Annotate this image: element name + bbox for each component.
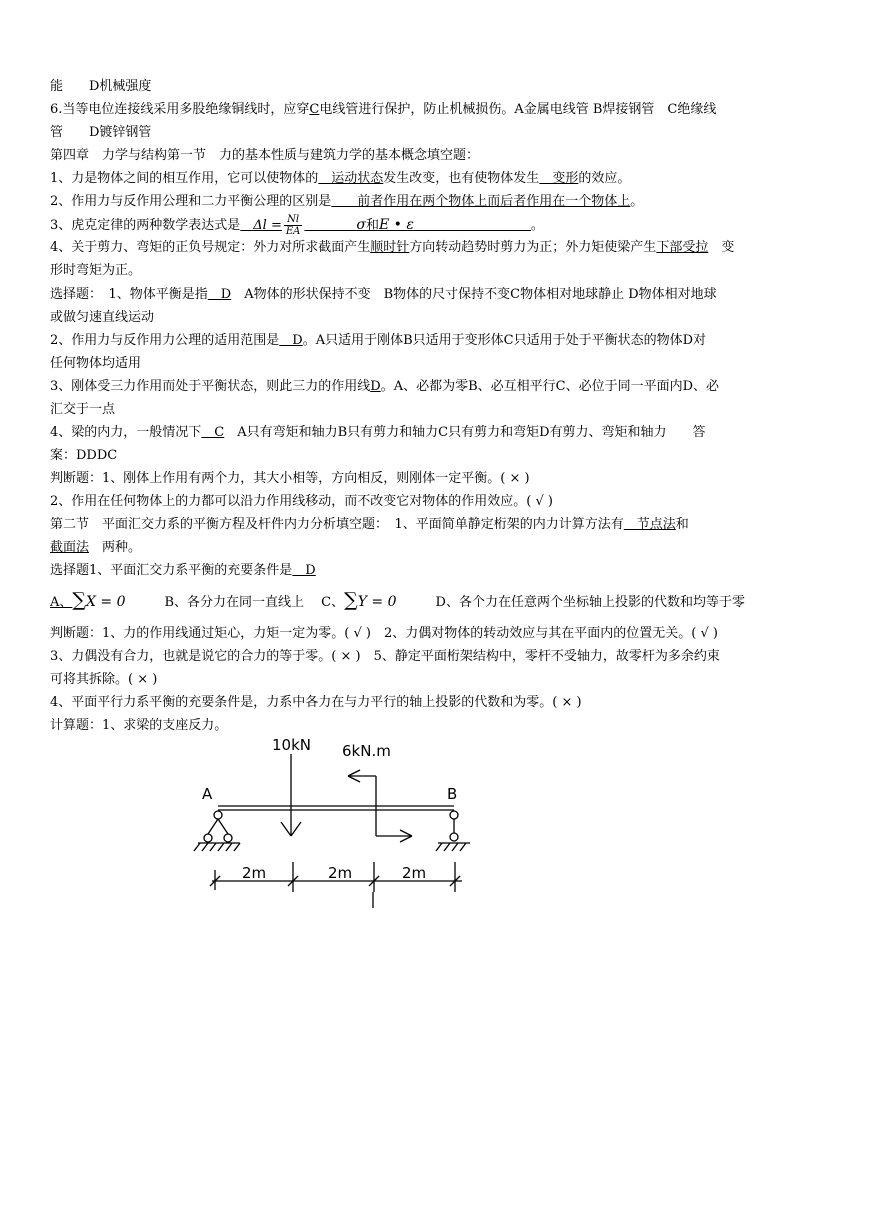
answer-blank: 运动状态 (318, 171, 384, 186)
roller-support-icon (436, 811, 470, 851)
line-28: 计算题：1、求梁的支座反力。 (50, 718, 228, 733)
force-arrow-icon (281, 754, 301, 836)
line-8: 4、关于剪力、弯矩的正负号规定：外力对所求截面产生顺时针方向转动趋势时剪力为正；外力矩使梁产生下部受拉 变 (50, 240, 735, 255)
line-21: 截面法 两种。 (50, 540, 142, 555)
answer-blank: 下部受拉 (656, 240, 709, 255)
line-22: 选择题1、平面汇交力系平衡的充要条件是 D (50, 563, 316, 578)
line-17: 案：DDDC (50, 448, 118, 463)
line-9: 形时弯矩为正。 (50, 263, 142, 278)
line-13: 任何物体均适用 (50, 356, 142, 371)
line-16: 4、梁的内力，一般情况下 C A只有弯矩和轴力B只有剪力和轴力C只有剪力和弯矩D有剪力、弯矩和轴力 答 (50, 425, 706, 440)
answer-blank: D (207, 287, 232, 302)
sum-symbol: ∑ (72, 589, 86, 611)
line-3: 管 D镀锌钢管 (50, 125, 152, 140)
dimension-label: 2m (242, 864, 267, 882)
line-11: 或做匀速直线运动 (50, 310, 155, 325)
answer-blank: 截面法 (50, 540, 90, 555)
fraction: $\frac{Nl}{EA}$ (285, 214, 301, 237)
sum-symbol: ∑ (344, 589, 358, 611)
answer-blank: 节点法 (623, 517, 676, 532)
line-15: 汇交于一点 (50, 402, 116, 417)
line-24: 判断题：1、力的作用线通过矩心，力矩一定为零。( √ ) 2、力偶对物体的转动效应与其在平面内的位置无关。( √ ) (50, 626, 718, 641)
answer-blank: D (292, 563, 316, 578)
answer-blank: 变形 (539, 171, 579, 186)
line-19: 2、作用在任何物体上的力都可以沿力作用线移动，而不改变它对物体的作用效应。( √ ) (50, 494, 553, 509)
line-26: 可将其拆除。( × ) (50, 672, 158, 687)
line-1: 能 D机械强度 (50, 79, 152, 94)
dimension-label: 2m (402, 864, 427, 882)
answer-blank: D (279, 333, 303, 348)
line-12: 2、作用力与反作用力公理的适用范围是 D。A只适用于刚体B只适用于变形体C只适用于处于平衡状态的物体D对 (50, 333, 707, 348)
line-27: 4、平面平行力系平衡的充要条件是，力系中各力在与力平行的轴上投影的代数和为零。( × ) (50, 695, 582, 710)
beam-diagram (180, 730, 480, 915)
force-label: 10kN (272, 736, 311, 754)
answer-blank: 顺时针 (370, 240, 410, 255)
answer-blank: 前者作用在两个物体上而后者作用在一个物体上 (331, 194, 631, 209)
line-7-hooke-law: 3、虎克定律的两种数学表达式是 Δl = $\frac{Nl}{EA}$ σ和E • ε 。 (50, 214, 544, 237)
answer-blank: C (309, 102, 320, 117)
line-14: 3、刚体受三力作用而处于平衡状态，则此三力的作用线D。A、必都为零B、必互相平行C、必位于同一平面内D、必 (50, 379, 720, 394)
line-18: 判断题：1、刚体上作用有两个力，其大小相等，方向相反，则刚体一定平衡。( × ) (50, 471, 530, 486)
line-5: 1、力是物体之间的相互作用，它可以使物体的 运动状态发生改变，也有使物体发生 变形的效应。 (50, 171, 631, 186)
line-6: 2、作用力与反作用公理和二力平衡公理的区别是 前者作用在两个物体上而后者作用在一个物体上。 (50, 194, 644, 209)
pin-support-icon (194, 811, 240, 851)
dimension-label: 2m (328, 864, 353, 882)
line-23-options: A、∑X = 0 B、各分力在同一直线上 C、∑Y = 0 D、各个力在任意两个坐标轴上投影的代数和均等于零 (50, 589, 745, 611)
answer-blank: D (370, 379, 381, 394)
line-10: 选择题： 1、物体平衡是指 D A物体的形状保持不变 B物体的尺寸保持不变C物体相对地球静止 D物体相对地球 (50, 287, 717, 302)
line-2: 6.当等电位连接线采用多股绝缘铜线时，应穿C电线管进行保护，防止机械损伤。A金属电线管 B焊接钢管 C绝缘线 (50, 102, 717, 117)
formula-blank: Δl = $\frac{Nl}{EA}$ σ和E • ε (253, 214, 414, 237)
line-25: 3、力偶没有合力，也就是说它的合力的等于零。( × ) 5、静定平面桁架结构中，零杆不受轴力，故零杆为多余约束 (50, 649, 720, 664)
chapter-heading: 第四章 力学与结构第一节 力的基本性质与建筑力学的基本概念填空题： (50, 148, 480, 163)
section-heading: 第二节 平面汇交力系的平衡方程及杆件内力分析填空题： 1、平面简单静定桁架的内力计算方法有 节点法和 (50, 517, 689, 532)
answer-blank: C (201, 425, 225, 440)
moment-label: 6kN.m (342, 742, 391, 760)
support-a-label: A (202, 785, 213, 803)
support-b-label: B (447, 785, 458, 803)
